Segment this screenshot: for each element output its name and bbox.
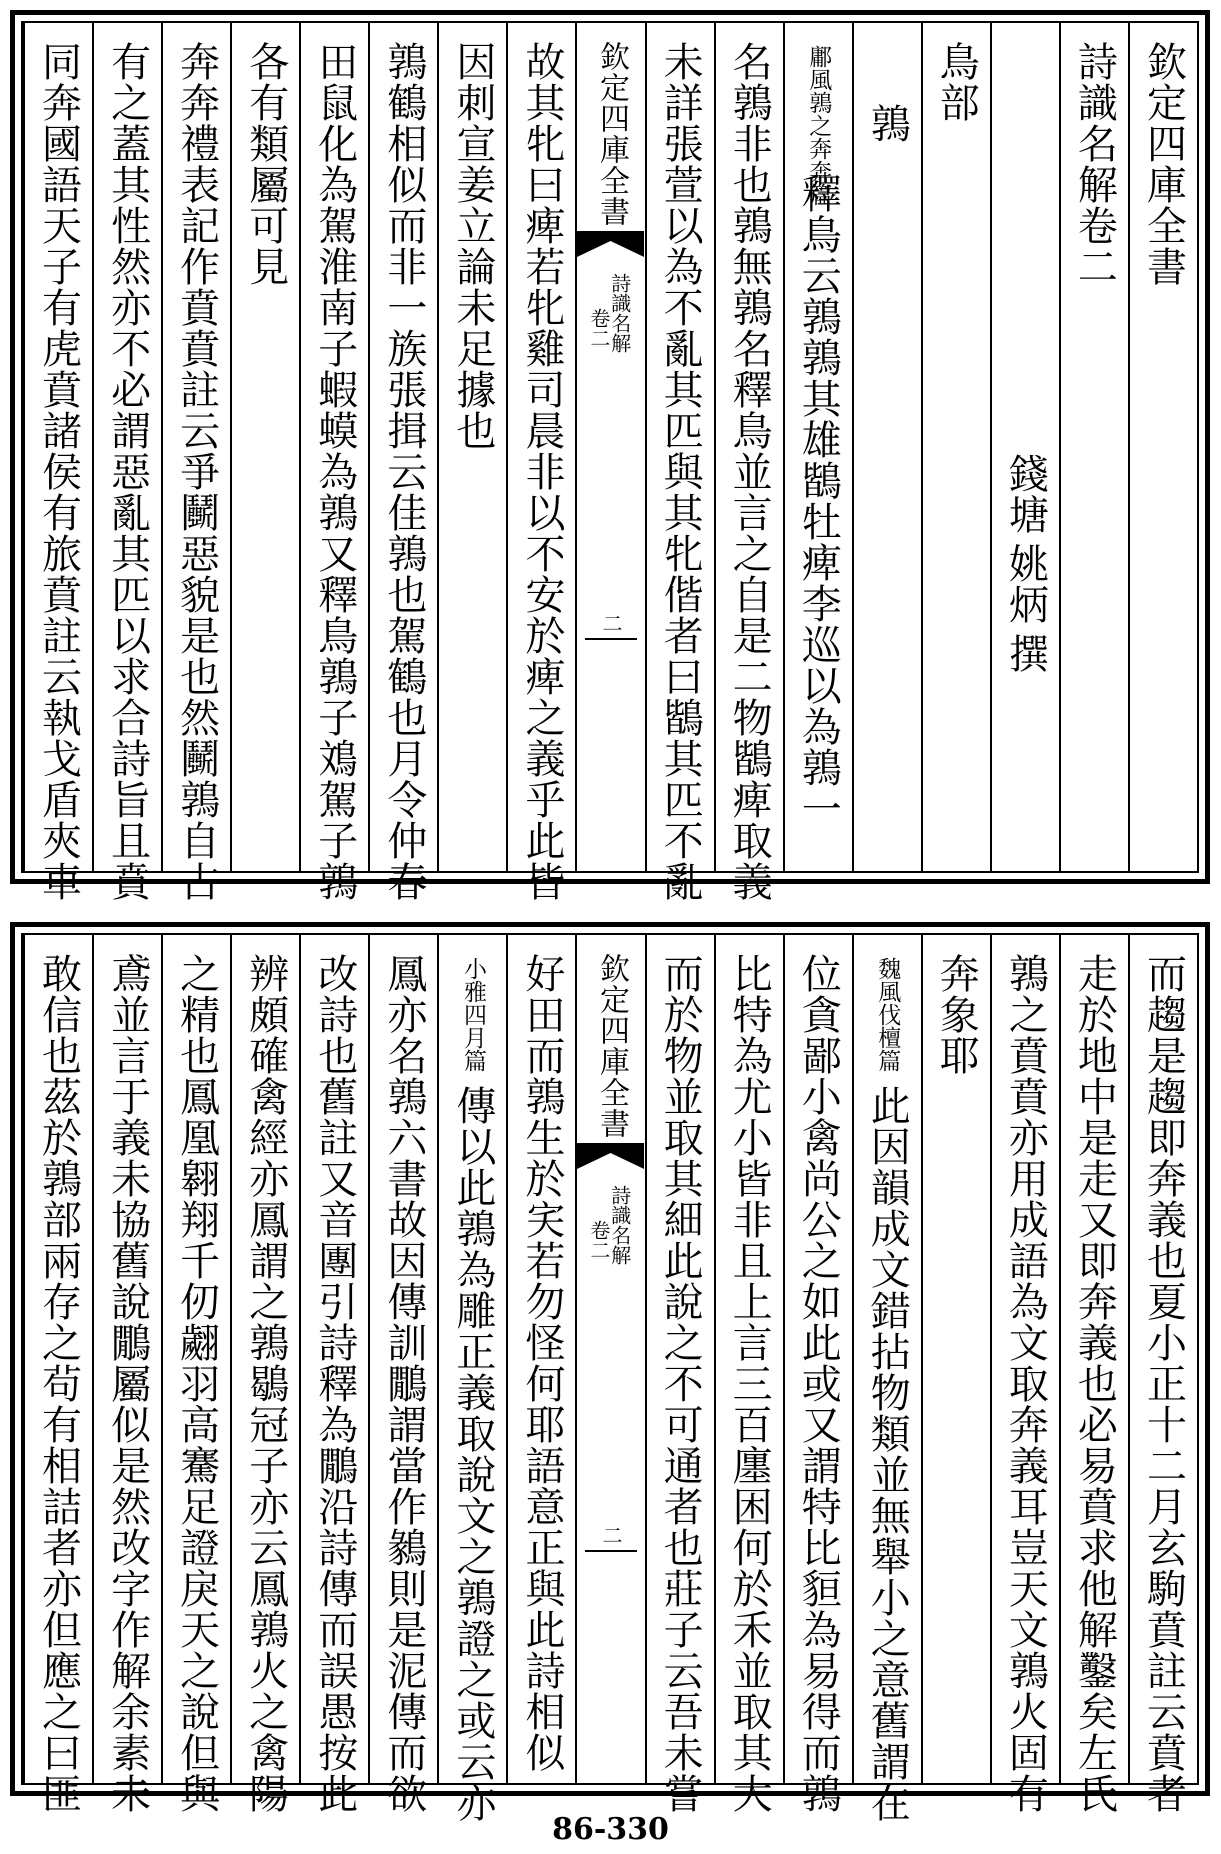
page-one — [10, 10, 1210, 902]
column-text: 各有類屬可見 — [242, 41, 289, 287]
text-column — [783, 23, 852, 871]
text-column — [1128, 935, 1197, 1814]
column-text: 故其牝曰痺若牝雞司晨非以不安於痺之義乎此皆 — [518, 41, 565, 902]
text-column — [1128, 23, 1197, 871]
column-text: 名鶉非也鶉無鶉名釋鳥並言之自是二物鶛痺取義 — [726, 41, 773, 902]
text-column — [783, 935, 852, 1814]
column-text: 田鼠化為駕淮南子蝦蟆為鶉又釋鳥鶉子鳼駕子鶉 — [311, 41, 358, 902]
text-column — [161, 935, 230, 1814]
center-subtitle: 詩識名解 — [607, 273, 632, 353]
text-column — [230, 23, 299, 871]
column-text: 鳥部 — [933, 41, 980, 123]
text-column — [1059, 23, 1128, 871]
center-volume: 卷二 — [586, 308, 611, 348]
author-verb: 撰 — [1002, 633, 1049, 674]
annotation-note: 小雅四月篇 — [459, 957, 486, 1072]
folio-rule — [585, 638, 636, 640]
column-text: 鶉鶴相似而非一族張揖云佳鶉也駕鶴也月令仲春 — [380, 41, 427, 902]
text-column — [506, 23, 575, 902]
column-text: 因刺宣姜立論未足據也 — [449, 41, 496, 451]
text-column — [161, 23, 230, 902]
annotation-note: 鄘風鶉之奔奔篇 — [805, 45, 832, 206]
text-column — [506, 935, 575, 1783]
column-text: 走於地中是走又即奔義也必易賁求他解鑿矣左氏 — [1071, 953, 1118, 1814]
column-text: 鳳亦名鶉六書故因傳訓鷳謂當作鶨則是泥傳而欲 — [380, 953, 427, 1814]
text-column — [990, 23, 1059, 871]
center-folio: 二 — [599, 613, 623, 633]
column-text: 位貪鄙小禽尚公之如此或又謂特比貆為易得而鶉 — [795, 953, 842, 1814]
text-column — [92, 23, 161, 902]
column-text: 之精也鳳凰翱翔千仞翽羽高騫足證戾天之說但與 — [173, 953, 220, 1814]
text-column — [1059, 935, 1128, 1814]
column-text: 未詳張萱以為不亂其匹與其牝偕者曰鶛其匹不亂 — [657, 41, 704, 902]
center-title: 欽定四庫全書 — [594, 41, 629, 227]
text-column — [852, 23, 921, 871]
column-text: 好田而鶉生於宎若勿怪何耶語意正與此詩相似 — [518, 953, 565, 1773]
text-column — [645, 23, 714, 902]
annotation-note: 魏風伐檀篇 — [874, 957, 901, 1072]
text-column — [645, 935, 714, 1814]
column-text: 有之蓋其性然亦不必謂惡亂其匹以求合詩旨且賁 — [104, 41, 151, 902]
text-column — [299, 935, 368, 1814]
text-column — [368, 935, 437, 1814]
column-text: 同奔國語天子有虎賁諸侯有旅賁註云執戈盾夾車 — [35, 41, 82, 902]
text-column — [921, 935, 990, 1783]
text-column — [714, 23, 783, 902]
center-subtitle: 詩識名解 — [607, 1185, 632, 1265]
fishtail-mark — [577, 231, 644, 257]
text-column — [921, 23, 990, 871]
column-text: 而於物並取其細此說之不可通者也莊子云吾未嘗 — [657, 953, 704, 1814]
text-column — [714, 935, 783, 1814]
column-text: 奔奔禮表記作賁賁註云爭鬭惡貌是也然鬭鶉自古 — [173, 41, 220, 902]
page-number: 86-330 — [552, 1812, 669, 1847]
text-column — [437, 935, 506, 1823]
center-volume: 卷二 — [586, 1220, 611, 1260]
column-text: 而趨是趨即奔義也夏小正十二月玄駒賁註云賁者 — [1140, 953, 1187, 1814]
column-text: 此因韻成文錯拈物類並無舉小之意舊謂在 — [864, 1085, 911, 1823]
fishtail-mark — [577, 1143, 644, 1169]
text-column — [23, 23, 92, 902]
column-text: 敢信也茲於鶉部兩存之茍有相詰者亦但應之曰匪 — [35, 953, 82, 1814]
folio-rule — [585, 1550, 636, 1552]
page-two-frame — [21, 933, 1199, 1823]
center-folio: 二 — [599, 1525, 623, 1545]
text-column — [230, 935, 299, 1814]
column-text: 改詩也舊註又音團引詩釋為鷳沿詩傳而誤愚按此 — [311, 953, 358, 1814]
column-text: 比特為尤小皆非且上言三百廛困何於禾並取其大 — [726, 953, 773, 1814]
text-column — [437, 23, 506, 871]
page-two — [10, 922, 1210, 1823]
column-text: 辨頗確禽經亦鳳謂之鶉鶡冠子亦云鳳鶉火之禽陽 — [242, 953, 289, 1814]
text-column — [23, 935, 92, 1814]
text-column — [575, 935, 644, 1783]
column-text: 欽定四庫全書 — [1140, 41, 1187, 287]
text-column — [990, 935, 1059, 1814]
column-text: 鶉之賁賁亦用成語為文取奔義耳豈天文鶉火固有 — [1002, 953, 1049, 1814]
column-text: 鶉 — [864, 103, 911, 144]
text-column — [852, 935, 921, 1823]
text-column — [92, 935, 161, 1814]
column-text: 詩識名解卷二 — [1071, 41, 1118, 287]
column-text: 奔象耶 — [933, 953, 980, 1076]
text-column — [299, 23, 368, 902]
author-place: 錢塘 — [1002, 453, 1049, 535]
page-one-frame — [21, 21, 1199, 902]
text-column — [575, 23, 644, 871]
text-column — [368, 23, 437, 902]
author-name: 姚炳 — [1002, 543, 1049, 625]
center-title: 欽定四庫全書 — [594, 953, 629, 1139]
column-text: 傳以此鶉為雕正義取說文之鶉證之或云亦 — [449, 1085, 496, 1823]
column-text: 釋鳥云鶉鶉其雄鶛牡痺李巡以為鶉一 — [795, 173, 842, 829]
column-text: 鳶並言于義未協舊說鷳屬似是然改字作解余素未 — [104, 953, 151, 1814]
